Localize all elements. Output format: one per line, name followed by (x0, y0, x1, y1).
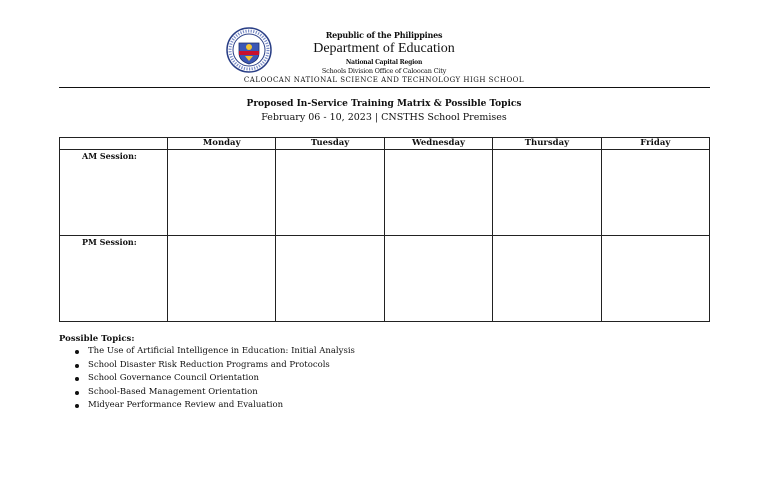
document-subtitle: February 06 - 10, 2023 | CNSTHS School Premises (261, 112, 507, 123)
am-session-label: AM Session: (60, 150, 168, 236)
header-divider (59, 87, 710, 88)
training-matrix-table (59, 137, 710, 322)
day-header-thursday: Thursday (493, 138, 601, 150)
am-wednesday-cell (384, 150, 492, 236)
pm-friday-cell (601, 236, 709, 322)
list-item: School Governance Council Orientation (72, 372, 355, 386)
pm-tuesday-cell (276, 236, 384, 322)
school-heading: CALOOCAN NATIONAL SCIENCE AND TECHNOLOGY HIGH SCHOOL (243, 76, 525, 84)
list-item: School-Based Management Orientation (72, 386, 355, 400)
pm-wednesday-cell (384, 236, 492, 322)
table-row (60, 150, 710, 236)
day-header-tuesday: Tuesday (276, 138, 384, 150)
list-item: The Use of Artificial Intelligence in Education: Initial Analysis (72, 345, 355, 359)
topics-list (72, 345, 355, 413)
region-heading: National Capital Region (345, 59, 423, 66)
day-header-wednesday: Wednesday (384, 138, 492, 150)
department-heading: Department of Education (313, 41, 455, 56)
am-friday-cell (601, 150, 709, 236)
am-thursday-cell (493, 150, 601, 236)
table-row (60, 236, 710, 322)
corner-cell (60, 138, 168, 150)
am-monday-cell (168, 150, 276, 236)
list-item: Midyear Performance Review and Evaluation (72, 399, 355, 413)
topics-heading: Possible Topics: (59, 334, 135, 344)
day-header-friday: Friday (601, 138, 709, 150)
division-heading: Schools Division Office of Caloocan City (321, 67, 447, 75)
am-tuesday-cell (276, 150, 384, 236)
table-header-row (60, 138, 710, 150)
day-header-monday: Monday (168, 138, 276, 150)
pm-monday-cell (168, 236, 276, 322)
republic-heading: Republic of the Philippines (325, 30, 443, 40)
list-item: School Disaster Risk Reduction Programs and Protocols (72, 359, 355, 373)
pm-thursday-cell (493, 236, 601, 322)
pm-session-label: PM Session: (60, 236, 168, 322)
document-title: Proposed In-Service Training Matrix & Possible Topics (246, 99, 522, 109)
